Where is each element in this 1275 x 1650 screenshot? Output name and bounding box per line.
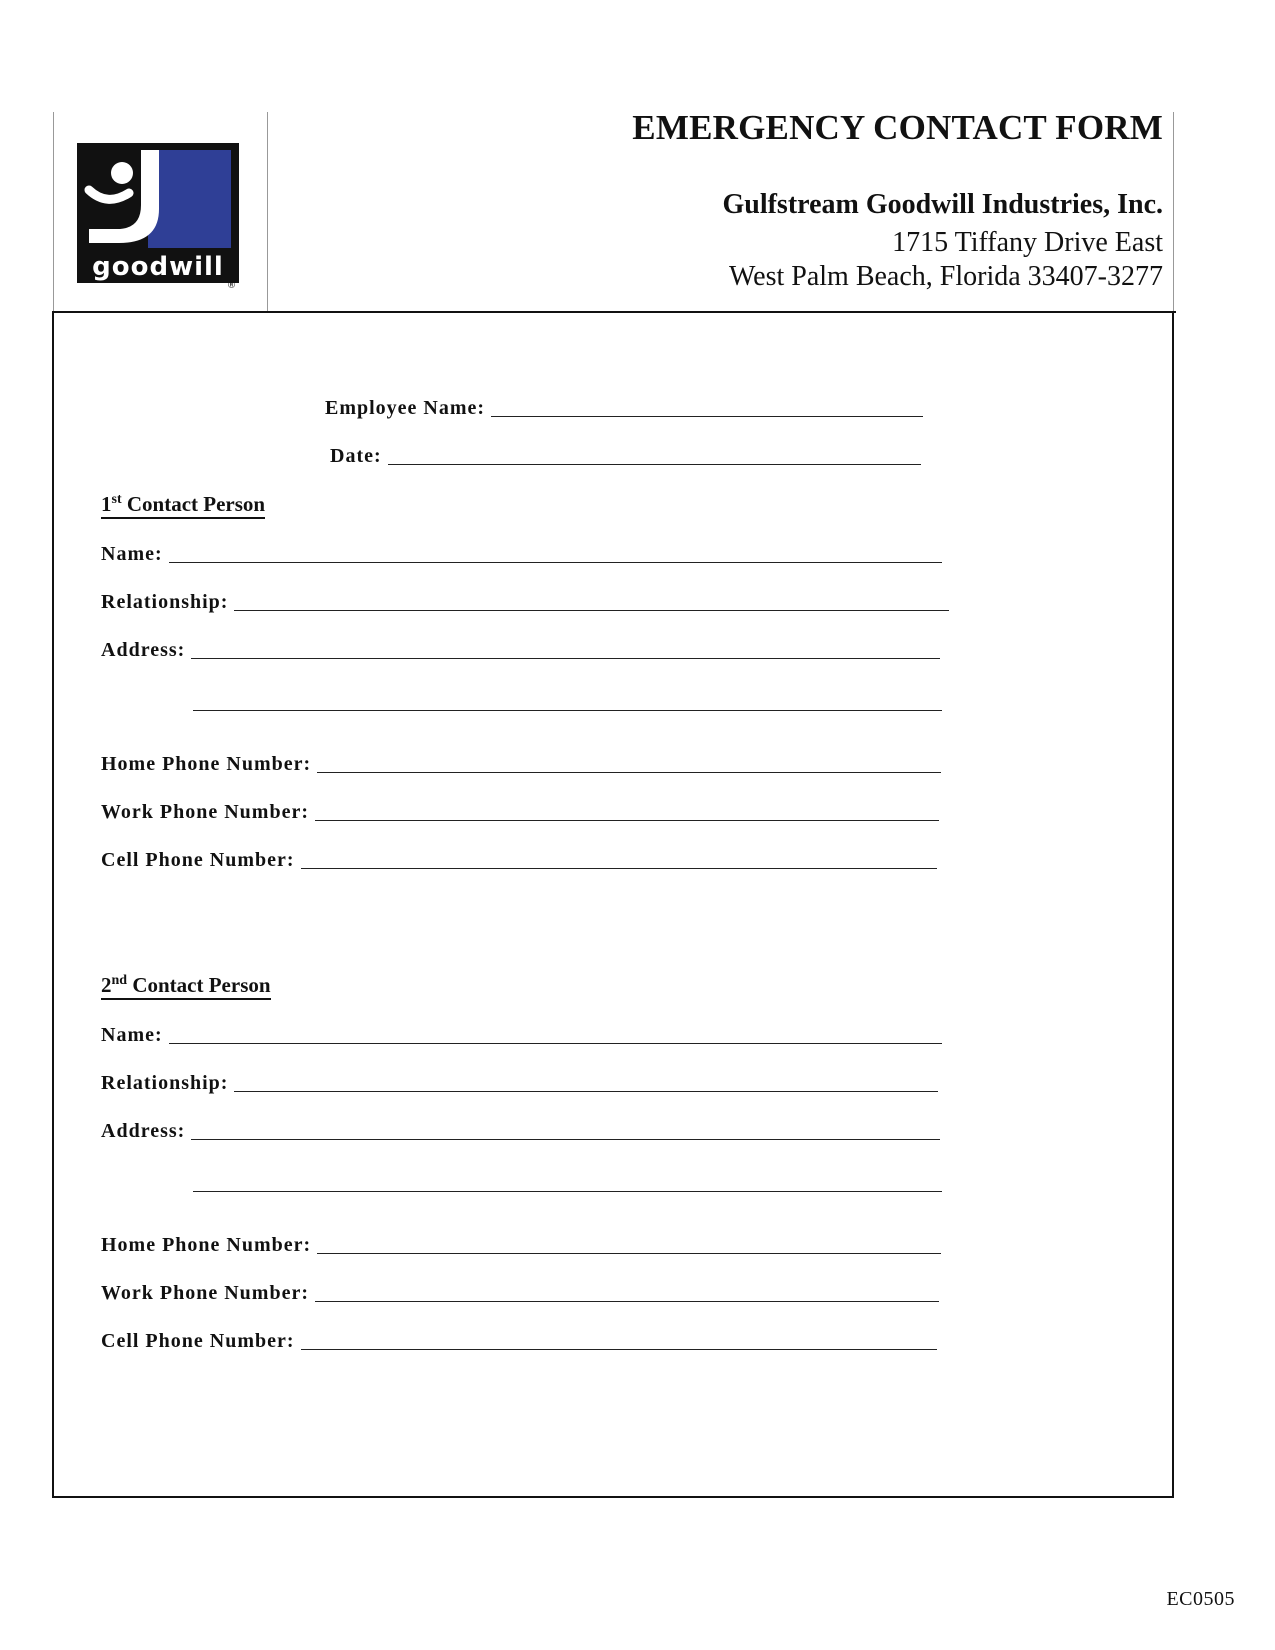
header-right-rule — [1173, 112, 1174, 312]
date-row — [330, 437, 921, 467]
contact-2-work-phone-field[interactable] — [315, 1301, 939, 1302]
contact-1-home-phone-label: Home Phone Number: — [101, 753, 312, 775]
contact-2-address-row — [101, 1112, 940, 1142]
contact-2-cell-phone-label: Cell Phone Number: — [101, 1330, 295, 1352]
contact-1-cell-phone-field[interactable] — [301, 868, 937, 869]
contact-1-work-phone-field[interactable] — [315, 820, 939, 821]
contact-1-name-row — [101, 535, 942, 565]
contact-2-relationship-label: Relationship: — [101, 1072, 229, 1094]
address-line-2: West Palm Beach, Florida 33407-3277 — [728, 261, 1163, 292]
contact-2-name-row — [101, 1016, 942, 1046]
contact-1-cell-phone-row — [101, 841, 937, 871]
contact-1-work-phone-row — [101, 793, 939, 823]
header-logo-divider — [267, 112, 268, 312]
date-label: Date: — [330, 445, 382, 467]
contact-2-address-line2-field[interactable] — [193, 1191, 942, 1192]
contact-1-address-field[interactable] — [191, 658, 940, 659]
logo-wordmark: goodwill — [92, 252, 224, 282]
employee-name-field[interactable] — [491, 416, 923, 417]
contact-2-home-phone-field[interactable] — [317, 1253, 941, 1254]
contact-1-relationship-field[interactable] — [234, 610, 949, 611]
contact-2-address-line2-row — [193, 1164, 942, 1194]
header-left-rule — [53, 112, 54, 312]
contact-2-relationship-field[interactable] — [234, 1091, 938, 1092]
form-code: EC0505 — [1166, 1588, 1235, 1610]
contact-2-home-phone-row — [101, 1226, 941, 1256]
contact-2-address-field[interactable] — [191, 1139, 940, 1140]
contact-2-name-field[interactable] — [169, 1043, 942, 1044]
contact-2-cell-phone-row — [101, 1322, 937, 1352]
contact-1-home-phone-field[interactable] — [317, 772, 941, 773]
goodwill-logo-icon — [77, 143, 242, 289]
contact-1-relationship-label: Relationship: — [101, 591, 229, 613]
contact-1-heading: 1st Contact Person — [101, 492, 265, 519]
contact-1-home-phone-row — [101, 745, 941, 775]
contact-1-name-label: Name: — [101, 543, 163, 565]
contact-1-name-field[interactable] — [169, 562, 942, 563]
contact-2-heading: 2nd Contact Person — [101, 973, 271, 1000]
contact-1-address-row — [101, 631, 940, 661]
date-field[interactable] — [388, 464, 921, 465]
contact-2-relationship-row — [101, 1064, 938, 1094]
contact-2-name-label: Name: — [101, 1024, 163, 1046]
contact-1-relationship-row — [101, 583, 949, 613]
registered-mark: ® — [227, 281, 236, 291]
contact-1-address-label: Address: — [101, 639, 186, 661]
contact-1-address-line2-row — [193, 683, 942, 713]
organization-name: Gulfstream Goodwill Industries, Inc. — [722, 189, 1163, 220]
contact-2-address-label: Address: — [101, 1120, 186, 1142]
contact-1-work-phone-label: Work Phone Number: — [101, 801, 309, 823]
contact-1-address-line2-field[interactable] — [193, 710, 942, 711]
employee-name-row — [325, 389, 923, 419]
contact-2-work-phone-label: Work Phone Number: — [101, 1282, 309, 1304]
contact-2-home-phone-label: Home Phone Number: — [101, 1234, 312, 1256]
address-line-1: 1715 Tiffany Drive East — [892, 227, 1163, 258]
contact-2-cell-phone-field[interactable] — [301, 1349, 937, 1350]
contact-2-work-phone-row — [101, 1274, 939, 1304]
employee-name-label: Employee Name: — [325, 397, 486, 419]
contact-1-cell-phone-label: Cell Phone Number: — [101, 849, 295, 871]
form-title: EMERGENCY CONTACT FORM — [632, 108, 1163, 147]
form-body-box — [52, 311, 1174, 1498]
